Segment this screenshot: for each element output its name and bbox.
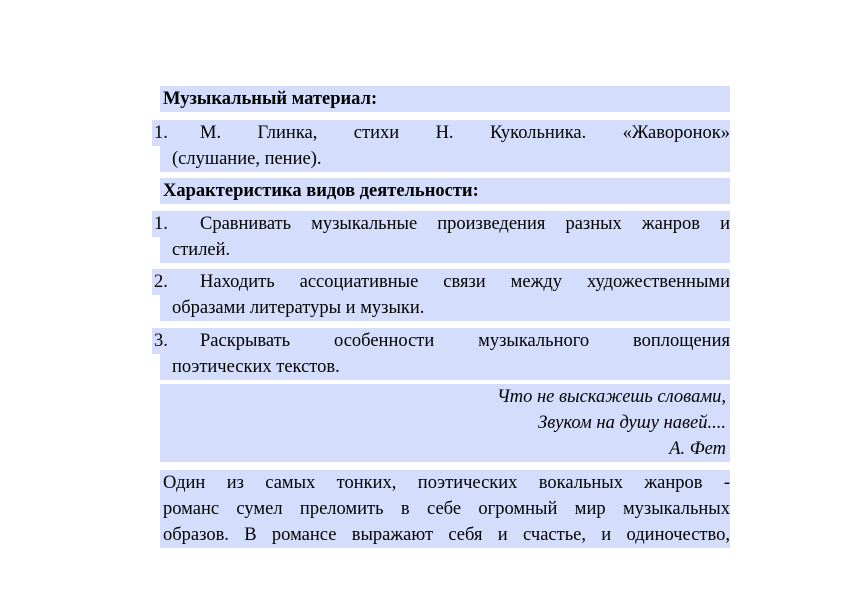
heading-activity: Характеристика видов деятельности:	[160, 178, 730, 204]
paragraph-line-1: Один из самых тонких, поэтических вокальных жанров -	[163, 473, 730, 493]
epigraph-line-2: Звуком на душу навей....	[538, 413, 726, 433]
list-item-line-1: Раскрывать особенности музыкального воплощения	[172, 328, 730, 354]
list-item-line-1: М. Глинка, стихи Н. Кукольника. «Жаворонок»	[172, 120, 730, 146]
epigraph-author: А. Фет	[669, 439, 726, 459]
heading-material: Музыкальный материал:	[160, 86, 730, 112]
list-item-line-2: (слушание, пение).	[160, 146, 730, 172]
epigraph	[160, 384, 730, 462]
list-number: 3.	[152, 328, 174, 354]
list-number: 1.	[152, 211, 174, 237]
activity-list-item-2	[152, 269, 730, 321]
paragraph	[160, 470, 730, 548]
list-number: 1.	[152, 120, 174, 146]
list-item-line-2: образами литературы и музыки.	[160, 295, 730, 321]
list-item-line-2: стилей.	[160, 237, 730, 263]
material-list-item-1	[152, 120, 730, 172]
activity-list-item-1	[152, 211, 730, 263]
paragraph-line-2: романс сумел преломить в себе огромный мир музыкальных	[163, 499, 730, 519]
list-item-line-1: Сравнивать музыкальные произведения разных жанров и	[172, 211, 730, 237]
epigraph-line-1: Что не выскажешь словами,	[497, 387, 726, 407]
list-item-line-1: Находить ассоциативные связи между художественными	[172, 269, 730, 295]
activity-list-item-3	[152, 328, 730, 380]
list-number: 2.	[152, 269, 174, 295]
paragraph-line-3: образов. В романсе выражают себя и счастье, и одиночество,	[163, 525, 730, 545]
list-item-line-2: поэтических текстов.	[160, 354, 730, 380]
